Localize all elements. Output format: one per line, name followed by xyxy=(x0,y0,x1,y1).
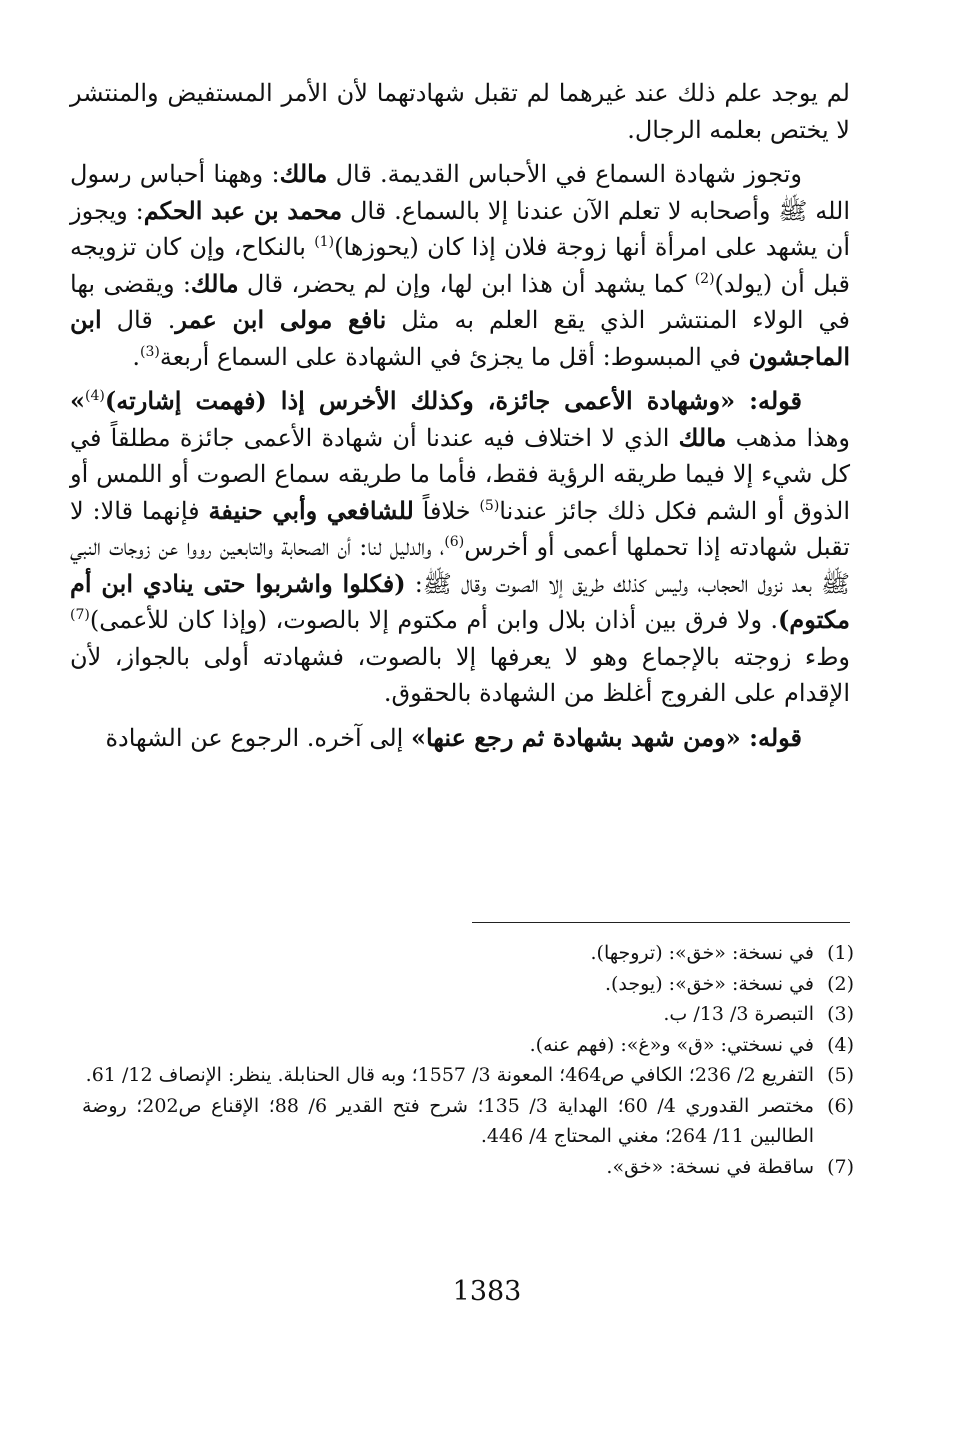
footnote-ref: (6) xyxy=(444,534,465,550)
text-run: وهذا مذهب xyxy=(726,423,850,452)
footnote-item xyxy=(82,1060,854,1091)
bold-phrase: نافع مولى ابن عمر xyxy=(175,305,387,334)
text-run: ، والدليل لنا: أن الصحابة والتابعين رووا عن زوجات النبي ﷺ بعد نزول الحجاب، وليس كذلك طريق إلا الصوت وقال ﷺ: xyxy=(70,533,850,598)
footnotes xyxy=(82,938,854,1182)
text-run: بالنكاح، وإن كان تزويجه قبل أن (يولد) xyxy=(70,233,850,298)
footnote-number: (7) xyxy=(827,1155,854,1178)
footnote-divider xyxy=(472,922,850,923)
footnote-text: في نسخة: «خق»: (تروجها). xyxy=(590,942,814,964)
footnote-ref: (7) xyxy=(70,607,90,623)
text-run: . xyxy=(132,342,140,371)
footnote-item xyxy=(82,1152,854,1183)
bold-phrase: محمد بن عبد الحكم xyxy=(143,195,343,225)
footnote-number: (2) xyxy=(827,972,854,995)
footnote-number: (4) xyxy=(827,1033,854,1056)
footnote-ref: (3) xyxy=(140,343,160,360)
footnote-text: في نسخة: «خق»: (يوجد). xyxy=(604,972,814,995)
text-run: في المبسوط: أقل ما يجزئ في الشهادة على السماع أربعة xyxy=(159,342,749,371)
bold-phrase: للشافعي وأبي حنيفة xyxy=(208,495,414,525)
footnote-ref: (2) xyxy=(694,270,715,287)
text-run: . ولا فرق بين أذان بلال وابن أم مكتوم إلا بالصوت، (وإذا كان للأعمى) xyxy=(89,606,779,634)
footnote-item xyxy=(82,1030,854,1061)
text-run: وطء زوجته بالإجماع وهو لا يعرفها إلا بالصوت، فشهادته أولى بالجواز، لأن الإقدام على الفروج أغلظ من الشهادة بالحقوق. xyxy=(70,642,850,707)
footnote-number: (6) xyxy=(827,1094,854,1117)
bold-phrase: » xyxy=(70,386,85,415)
footnote-item xyxy=(82,938,854,969)
text-run: . قال xyxy=(101,306,176,334)
footnote-item xyxy=(82,999,854,1030)
footnote-number: (5) xyxy=(827,1064,854,1086)
text-run: فإنهما قالا: لا تقبل شهادته إذا تحملها أعمى أو أخرس xyxy=(70,496,850,561)
page-number: 1383 xyxy=(452,1276,522,1307)
bold-phrase: قوله: «ومن شهد بشهادة ثم رجع عنها» xyxy=(410,722,802,752)
bold-phrase: مالك xyxy=(190,268,239,298)
body-paragraph xyxy=(70,720,850,757)
footnote-ref: (4) xyxy=(85,388,105,404)
bold-phrase: مالك xyxy=(279,159,328,188)
footnote-text: مختصر القدوري 4/ 60؛ الهداية 3/ 135؛ شرح فتح القدير 6/ 88؛ الإقناع ص202؛ روضة الطالبين 11/ 264؛ مغني المحتاج 4/ 446. xyxy=(82,1094,815,1147)
text-run: لم يوجد علم ذلك عند غيرهما لم تقبل شهادتهما لأن الأمر المستفيض والمنتشر لا يختص بعلمه الرجال. xyxy=(70,79,850,144)
bold-phrase: قوله: «وشهادة الأعمى جائزة، وكذلك الأخرس إذا (فهمت إشارته) xyxy=(104,386,802,415)
bold-phrase: (فكلوا واشربوا حتى ينادي ابن أم مكتوم) xyxy=(70,568,850,634)
footnote-text: التبصرة 3/ 13/ ب. xyxy=(663,1003,814,1025)
text-run: خلافاً xyxy=(413,496,480,525)
footnote-ref: (1) xyxy=(314,234,335,250)
footnote-number: (1) xyxy=(827,942,854,964)
text-run: كما يشهد أن هذا ابن لها، وإن لم يحضر، قال xyxy=(238,269,695,298)
footnote-number: (3) xyxy=(827,1003,854,1025)
text-run: : ويجوز أن يشهد على امرأة أنها زوجة فلان إذا كان (يحوزها) xyxy=(70,196,850,261)
text-run: الذي لا اختلاف فيه عندنا أن شهادة الأعمى جائزة مطلقاً في كل شيء إلا فيما طريقه الرؤية فقط، فأما ما طريقه سماع الصوت أو اللمس أو الذوق أو الشم فكل ذلك جائز عندنا xyxy=(70,423,850,525)
bold-phrase: مالك xyxy=(678,422,727,452)
text-run: وتجوز شهادة السماع في الأحباس القديمة. قال xyxy=(327,160,803,188)
body-paragraph xyxy=(70,383,850,712)
footnote-text: التفريع 2/ 236؛ الكافي ص464؛ المعونة 3/ 1557؛ وبه قال الحنابلة. ينظر: الإنصاف 12/ 61. xyxy=(85,1064,814,1086)
footnote-text: في نسختي: «ق» و«غ»: (فهم عنه). xyxy=(529,1033,814,1056)
body-paragraph xyxy=(70,156,850,375)
text-run: إلى آخره. الرجوع عن الشهادة xyxy=(105,723,411,752)
main-text xyxy=(70,75,850,756)
footnote-ref: (5) xyxy=(479,497,500,514)
footnote-item xyxy=(82,1091,854,1152)
body-paragraph xyxy=(70,75,850,148)
text-run: : وههنا أحباس رسول الله ﷺ وأصحابه لا تعلم الآن عندنا إلا بالسماع. قال xyxy=(70,160,850,225)
footnote-item xyxy=(82,969,854,1000)
footnote-text: ساقطة في نسخة: «خق». xyxy=(606,1155,814,1178)
text-run: : ويقضى بها في الولاء المنتشر الذي يقع العلم به مثل xyxy=(70,269,850,334)
bold-phrase: ابن الماجشون xyxy=(70,305,850,371)
